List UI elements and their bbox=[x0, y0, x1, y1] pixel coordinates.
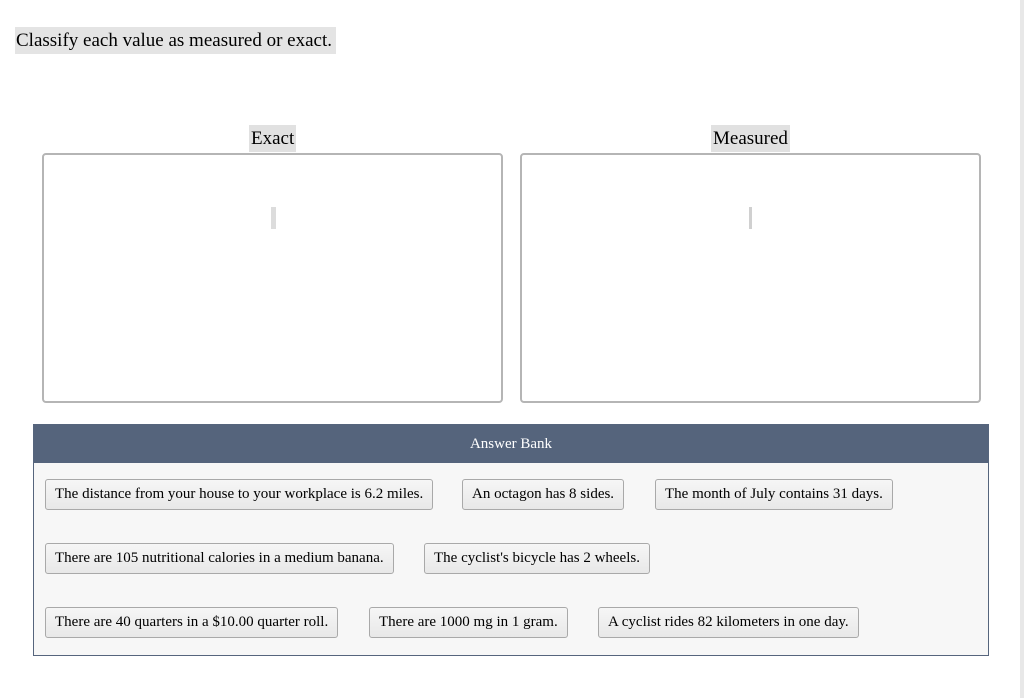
answer-bank bbox=[33, 424, 989, 656]
exact-drop-zone[interactable] bbox=[42, 153, 503, 403]
measured-drop-zone[interactable] bbox=[520, 153, 981, 403]
measured-column-label: Measured bbox=[711, 125, 790, 152]
answer-item-40-quarters[interactable]: There are 40 quarters in a $10.00 quarter roll. bbox=[45, 607, 338, 638]
drop-cursor-indicator bbox=[271, 207, 276, 229]
question-prompt: Classify each value as measured or exact. bbox=[15, 27, 336, 54]
answer-item-octagon-8-sides[interactable]: An octagon has 8 sides. bbox=[462, 479, 624, 510]
exact-column-label: Exact bbox=[249, 125, 296, 152]
answer-item-1000-mg-gram[interactable]: There are 1000 mg in 1 gram. bbox=[369, 607, 568, 638]
answer-bank-title: Answer Bank bbox=[34, 425, 988, 463]
page-scrollbar[interactable] bbox=[1020, 0, 1024, 698]
answer-item-bicycle-2-wheels[interactable]: The cyclist's bicycle has 2 wheels. bbox=[424, 543, 650, 574]
answer-item-july-31-days[interactable]: The month of July contains 31 days. bbox=[655, 479, 893, 510]
drop-cursor-indicator bbox=[749, 207, 752, 229]
answer-item-distance-6-2-miles[interactable]: The distance from your house to your workplace is 6.2 miles. bbox=[45, 479, 433, 510]
answer-item-82-kilometers[interactable]: A cyclist rides 82 kilometers in one day. bbox=[598, 607, 859, 638]
answer-item-banana-105-calories[interactable]: There are 105 nutritional calories in a medium banana. bbox=[45, 543, 394, 574]
